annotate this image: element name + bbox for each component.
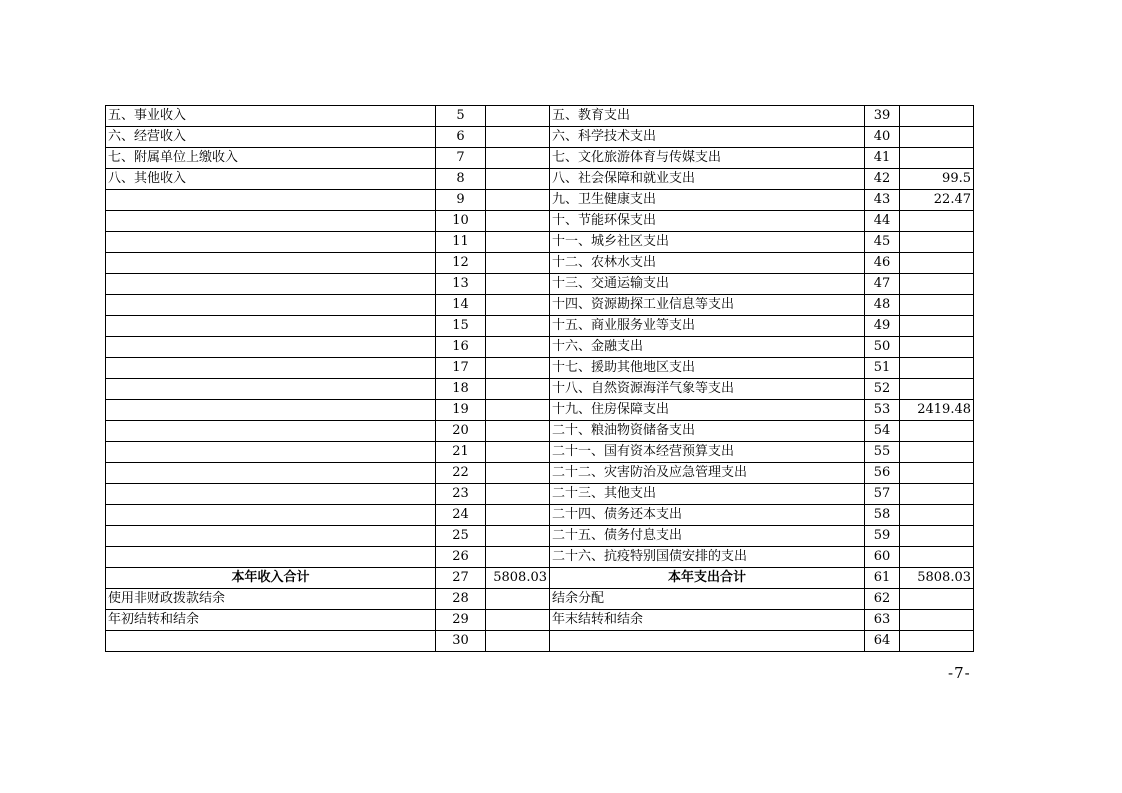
income-item-cell [106,463,436,484]
expense-item-cell: 二十六、抗疫特别国债安排的支出 [550,547,865,568]
expense-amount-cell [900,421,974,442]
income-line-number-cell: 12 [436,253,486,274]
income-line-number-cell: 29 [436,610,486,631]
expense-amount-cell [900,379,974,400]
income-line-number-cell: 26 [436,547,486,568]
expense-line-number-cell: 49 [865,316,900,337]
expense-line-number-cell: 46 [865,253,900,274]
expense-item-cell: 十八、自然资源海洋气象等支出 [550,379,865,400]
expense-amount-cell [900,253,974,274]
income-amount-cell [486,589,550,610]
expense-item-cell: 十九、住房保障支出 [550,400,865,421]
expense-item-cell: 十七、援助其他地区支出 [550,358,865,379]
expense-amount-cell: 22.47 [900,190,974,211]
expense-line-number-cell: 64 [865,631,900,652]
expense-amount-cell [900,295,974,316]
expense-item-cell: 年末结转和结余 [550,610,865,631]
expense-amount-cell: 5808.03 [900,568,974,589]
table-row [106,106,974,127]
income-amount-cell [486,316,550,337]
expense-amount-cell [900,337,974,358]
table-row [106,169,974,190]
income-line-number-cell: 16 [436,337,486,358]
table-row [106,274,974,295]
income-amount-cell [486,253,550,274]
expense-line-number-cell: 62 [865,589,900,610]
expense-item-cell: 十四、资源勘探工业信息等支出 [550,295,865,316]
expense-amount-cell [900,274,974,295]
income-line-number-cell: 24 [436,505,486,526]
expense-amount-cell [900,505,974,526]
table-row [106,547,974,568]
expense-amount-cell [900,211,974,232]
income-amount-cell [486,526,550,547]
budget-table-body [106,106,974,652]
income-item-cell [106,274,436,295]
income-line-number-cell: 8 [436,169,486,190]
income-amount-cell [486,190,550,211]
income-item-cell [106,316,436,337]
table-row [106,211,974,232]
income-item-cell: 八、其他收入 [106,169,436,190]
income-item-cell [106,190,436,211]
income-item-cell [106,442,436,463]
income-amount-cell [486,610,550,631]
income-line-number-cell: 10 [436,211,486,232]
table-row [106,589,974,610]
income-line-number-cell: 28 [436,589,486,610]
income-amount-cell [486,379,550,400]
income-item-cell: 五、事业收入 [106,106,436,127]
income-line-number-cell: 13 [436,274,486,295]
table-row [106,295,974,316]
table-row [106,631,974,652]
income-amount-cell [486,295,550,316]
expense-line-number-cell: 42 [865,169,900,190]
table-row [106,337,974,358]
table-row-total [106,568,974,589]
income-item-cell: 年初结转和结余 [106,610,436,631]
expense-item-cell: 十六、金融支出 [550,337,865,358]
income-amount-cell [486,211,550,232]
expense-item-cell: 二十二、灾害防治及应急管理支出 [550,463,865,484]
income-line-number-cell: 11 [436,232,486,253]
income-line-number-cell: 25 [436,526,486,547]
income-amount-cell [486,169,550,190]
expense-item-cell: 九、卫生健康支出 [550,190,865,211]
income-line-number-cell: 14 [436,295,486,316]
income-line-number-cell: 20 [436,421,486,442]
table-row [106,484,974,505]
expense-item-cell: 十五、商业服务业等支出 [550,316,865,337]
expense-line-number-cell: 58 [865,505,900,526]
expense-item-cell: 十三、交通运输支出 [550,274,865,295]
expense-line-number-cell: 63 [865,610,900,631]
income-item-cell [106,421,436,442]
table-row [106,379,974,400]
expense-line-number-cell: 39 [865,106,900,127]
income-item-cell: 六、经营收入 [106,127,436,148]
income-amount-cell [486,106,550,127]
income-item-cell [106,358,436,379]
expense-line-number-cell: 40 [865,127,900,148]
table-row [106,127,974,148]
expense-item-cell: 五、教育支出 [550,106,865,127]
income-line-number-cell: 21 [436,442,486,463]
income-line-number-cell: 30 [436,631,486,652]
expense-line-number-cell: 59 [865,526,900,547]
expense-line-number-cell: 52 [865,379,900,400]
table-row [106,190,974,211]
expense-amount-cell [900,547,974,568]
income-line-number-cell: 27 [436,568,486,589]
income-amount-cell [486,463,550,484]
expense-line-number-cell: 43 [865,190,900,211]
table-row [106,505,974,526]
budget-table [105,105,974,652]
income-line-number-cell: 7 [436,148,486,169]
income-amount-cell [486,358,550,379]
table-row [106,421,974,442]
income-item-cell [106,526,436,547]
table-row [106,358,974,379]
table-row [106,253,974,274]
expense-amount-cell [900,484,974,505]
expense-line-number-cell: 56 [865,463,900,484]
expense-line-number-cell: 55 [865,442,900,463]
expense-item-cell: 本年支出合计 [550,568,865,589]
table-row [106,232,974,253]
income-line-number-cell: 5 [436,106,486,127]
expense-line-number-cell: 51 [865,358,900,379]
expense-item-cell: 十、节能环保支出 [550,211,865,232]
income-amount-cell [486,148,550,169]
expense-line-number-cell: 44 [865,211,900,232]
income-line-number-cell: 18 [436,379,486,400]
expense-amount-cell [900,106,974,127]
income-item-cell [106,505,436,526]
table-row [106,526,974,547]
expense-amount-cell: 99.5 [900,169,974,190]
income-line-number-cell: 9 [436,190,486,211]
income-amount-cell [486,337,550,358]
income-item-cell [106,631,436,652]
expense-item-cell: 二十五、债务付息支出 [550,526,865,547]
expense-line-number-cell: 57 [865,484,900,505]
expense-amount-cell [900,610,974,631]
income-amount-cell [486,505,550,526]
income-amount-cell [486,127,550,148]
income-amount-cell [486,442,550,463]
expense-item-cell: 十二、农林水支出 [550,253,865,274]
expense-item-cell: 七、文化旅游体育与传媒支出 [550,148,865,169]
income-amount-cell [486,631,550,652]
expense-amount-cell [900,526,974,547]
expense-amount-cell [900,442,974,463]
expense-amount-cell [900,631,974,652]
expense-line-number-cell: 41 [865,148,900,169]
income-line-number-cell: 19 [436,400,486,421]
expense-item-cell: 二十一、国有资本经营预算支出 [550,442,865,463]
expense-item-cell: 八、社会保障和就业支出 [550,169,865,190]
income-item-cell [106,211,436,232]
table-row [106,463,974,484]
table-row [106,148,974,169]
income-amount-cell [486,484,550,505]
income-item-cell [106,547,436,568]
income-item-cell [106,379,436,400]
expense-line-number-cell: 47 [865,274,900,295]
income-item-cell: 本年收入合计 [106,568,436,589]
income-item-cell [106,484,436,505]
income-amount-cell [486,547,550,568]
expense-line-number-cell: 60 [865,547,900,568]
income-item-cell: 使用非财政拨款结余 [106,589,436,610]
income-amount-cell [486,400,550,421]
income-item-cell [106,337,436,358]
expense-line-number-cell: 48 [865,295,900,316]
expense-amount-cell [900,463,974,484]
income-line-number-cell: 23 [436,484,486,505]
expense-amount-cell: 2419.48 [900,400,974,421]
expense-amount-cell [900,148,974,169]
income-line-number-cell: 22 [436,463,486,484]
income-amount-cell [486,232,550,253]
income-amount-cell [486,274,550,295]
expense-amount-cell [900,358,974,379]
expense-item-cell: 二十三、其他支出 [550,484,865,505]
expense-item-cell: 二十、粮油物资储备支出 [550,421,865,442]
table-row [106,400,974,421]
expense-item-cell: 二十四、债务还本支出 [550,505,865,526]
income-line-number-cell: 15 [436,316,486,337]
expense-amount-cell [900,232,974,253]
table-row [106,442,974,463]
expense-amount-cell [900,127,974,148]
expense-item-cell: 六、科学技术支出 [550,127,865,148]
income-amount-cell [486,421,550,442]
income-item-cell [106,295,436,316]
income-item-cell [106,400,436,421]
expense-line-number-cell: 50 [865,337,900,358]
expense-amount-cell [900,589,974,610]
income-line-number-cell: 6 [436,127,486,148]
income-item-cell [106,253,436,274]
expense-item-cell: 结余分配 [550,589,865,610]
table-row [106,316,974,337]
expense-item-cell [550,631,865,652]
income-amount-cell: 5808.03 [486,568,550,589]
income-item-cell [106,232,436,253]
income-item-cell: 七、附属单位上缴收入 [106,148,436,169]
expense-item-cell: 十一、城乡社区支出 [550,232,865,253]
expense-line-number-cell: 53 [865,400,900,421]
expense-line-number-cell: 61 [865,568,900,589]
table-row [106,610,974,631]
expense-amount-cell [900,316,974,337]
income-line-number-cell: 17 [436,358,486,379]
page-number: -7- [948,664,971,682]
expense-line-number-cell: 45 [865,232,900,253]
expense-line-number-cell: 54 [865,421,900,442]
